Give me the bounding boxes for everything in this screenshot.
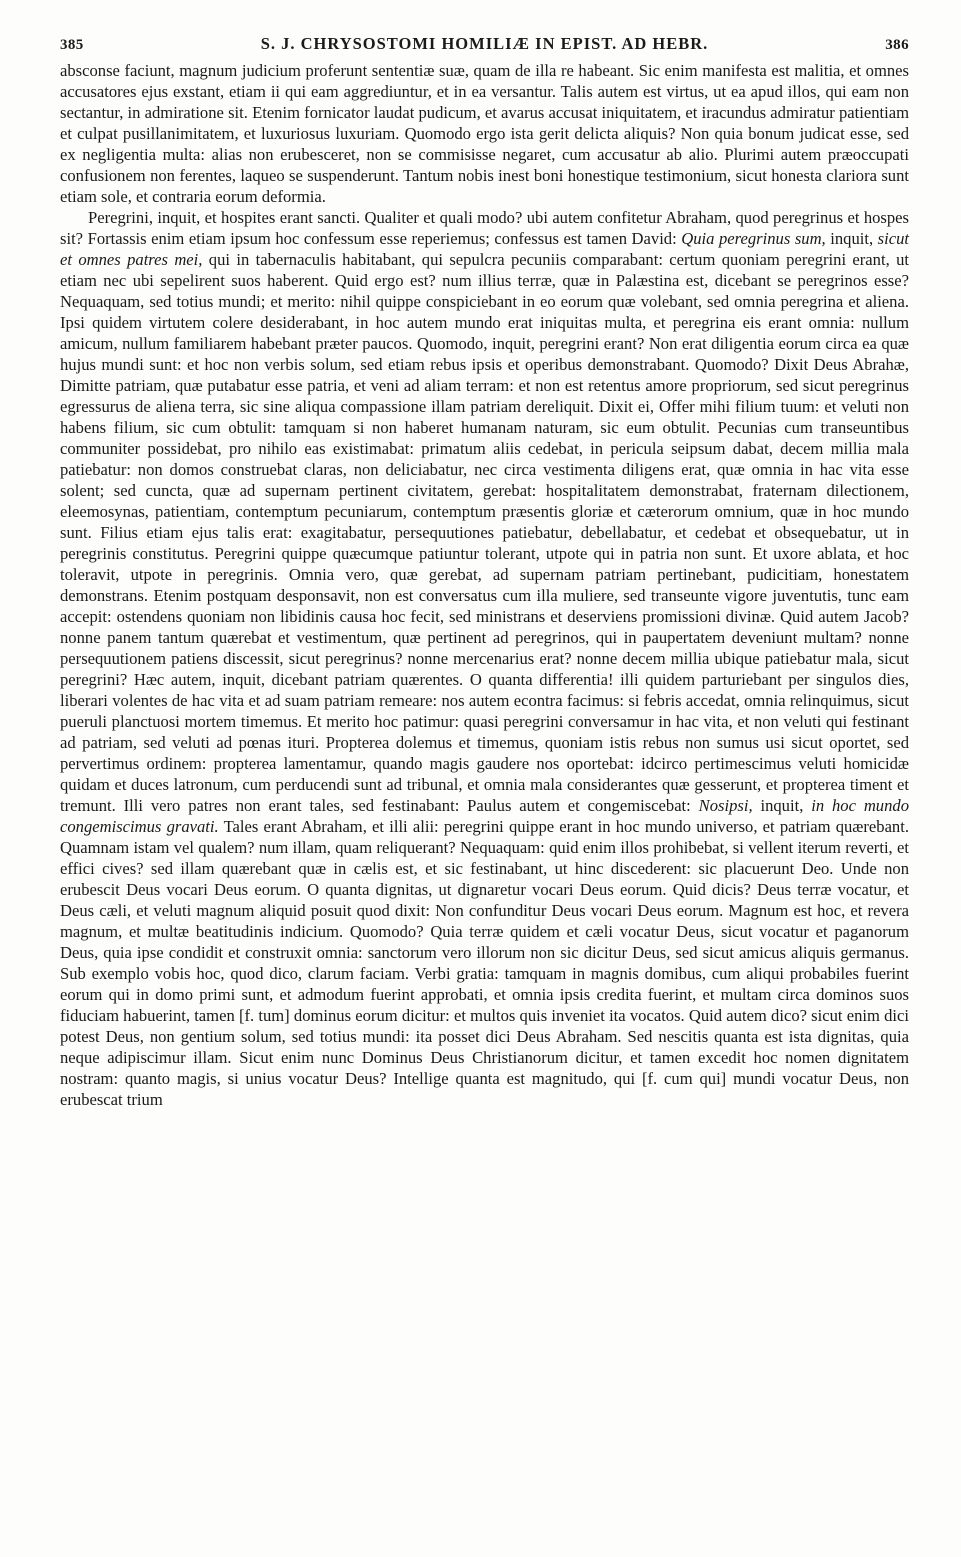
text-run: absconse faciunt, magnum judicium proferunt sententiæ suæ, quam de illa re habeant. Sic enim manifesta est malitia, et omnes accusatores ejus exstant, etiam ii qui eam aggrediuntur, et in ea versantur. Talis autem est virtus, ut ea apud illos, qui eam non sectantur, in admiratione sit. Etenim fornicator laudat pudicum, et avarus accusat iniquitatem, et iracundus admiratur patientiam et culpat pusillanimitatem, et luxuriosus luxuriam. Quomodo ergo ista gerit delicta aliquis? Non quia bonum judicat esse, sed ex negligentia multa: alias non erubesceret, non se commisisse negaret, cum accusatur ab alio. Plurimi autem præoccupati confusionem non ferentes, laqueo se suspenderunt. Tantum nobis inest boni honestique testimonium, sicut honesta clariora sunt etiam sole, et contraria eorum deformia. (60, 61, 909, 206)
running-head (60, 34, 909, 60)
paragraph (60, 60, 909, 207)
text-run: inquit, (752, 796, 812, 815)
quotation-italic: Nosipsi, (698, 796, 753, 815)
quotation-italic: sicut et omnes patres mei, (60, 229, 910, 269)
paragraph (60, 207, 909, 1110)
page-number-right: 386 (885, 37, 909, 53)
text-run: Peregrini, inquit, et hospites erant sancti. Qualiter et quali modo? ubi autem confitetur Abraham, quod peregrinus et hospes sit? Fortassis enim etiam ipsum hoc confessum esse reperiemus; confessus est tamen David: (60, 208, 909, 248)
running-title: S. J. CHRYSOSTOMI HOMILIÆ IN EPIST. AD HEBR. (260, 34, 709, 53)
quotation-italic: in hoc mundo congemiscimus gravati. (60, 796, 909, 836)
page-number-left: 385 (60, 37, 84, 53)
text-run: qui in tabernaculis habitabant, qui sepulcra pecuniis comparabant: certum quoniam peregrini erant, ut etiam nec ubi sepelirent suos haberent. Quid ergo est? num illius terræ, quæ in Palæstina est, dicebant se peregrinos esse? Nequaquam, sed totius mundi; et merito: nihil quippe conspiciebant in eo eorum quæ volebant, sed omnia peregrina et aliena. Ipsi quidem virtutem colere desiderabant, in hoc autem mundo erat iniquitas multa, et peregrina eis erant omnia: nullum amicum, nullum familiarem habebant præter paucos. Quomodo, inquit, peregrini erant? Non erat diligentia eorum circa ea quæ hujus mundi sunt: et hoc non verbis solum, sed etiam rebus ipsis et operibus demonstrabant. Quomodo? Dixit Deus Abrahæ, Dimitte patriam, quæ putabatur esse patria, et veni ad aliam terram: et non est retentus amore propriorum, sed sicut peregrinus egressurus de aliena terra, sic sine aliqua compassione illam patriam dereliquit. Dixit ei, Offer mihi filium tuum: et veluti non habens filium, sic cum obtulit: tamquam si non haberet humanam naturam, sic eum obtulit. Pecunias cum transeuntibus communiter possidebat, pro nihilo eas existimabat: primatum aliis cedebat, in pericula seipsum dabat, decem millia mala patiebatur: non domos construebat claras, non deliciabatur, nec circa vestimenta diligens erat, quæ omnia in hac vita esse solent; sed cuncta, quæ ad supernam pertinent civitatem, gerebat: hospitalitatem demonstrabat, fraternam dilectionem, eleemosynas, patientiam, contemptum pecuniarum, contemptum præsentis gloriæ et cæterorum omnium, quæ in hoc mundo sunt. Filius etiam ejus talis erat: exagitabatur, persequutiones patiebatur, debellabatur, et cedebat et obsequebatur, ut in peregrinis constitutus. Peregrini quippe quæcumque patiuntur tolerant, utpote qui in patria non sunt. Et uxore ablata, et hoc toleravit, utpote in peregrinis. Omnia vero, quæ gerebat, ad supernam patriam pertinebant, pudicitiam, honestatem demonstrans. Etenim postquam desponsavit, non est conversatus cum illa muliere, sed transeunte vigore juventutis, tunc eam accepit: ostendens quoniam non libidinis causa hoc fecit, sed ministrans et deserviens promissioni divinæ. Quid autem Jacob? nonne panem tantum quærebat et vestimentum, quæ pertinent ad peregrinos, qui in paupertatem deveniunt multam? nonne persequutionem patiens discessit, sicut peregrinus? nonne mercenarius erat? nonne decem millia ubique patiebatur mala, sicut peregrini? Hæc autem, inquit, dicebant patriam quærentes. O quanta differentia! illi quidem parturiebant per singulos dies, liberari volentes de hac vita et ad suam patriam remeare: nos autem econtra facimus: si febris accedat, omnia relinquimus, sicut pueruli planctuosi mortem timemus. Et merito hoc patimur: quasi peregrini conversamur in hac vita, et non veluti qui festinant ad patriam, sed veluti ad pœnas ituri. Propterea dolemus et timemus, quoniam istis rebus non sumus usi sicut oportet, sed pervertimus ordinem: propterea lamentamur, quando magis gaudere nos oportebat: idcirco pertimescimus veluti homicidæ quidam et duces latronum, cum perducendi sunt ad tribunal, et omnia mala considerantes quæ gesserunt, et propterea timent et tremunt. Illi vero patres non erant tales, sed festinabant: Paulus autem et congemiscebat: (60, 250, 910, 815)
text-run: inquit, (825, 229, 878, 248)
body-text (60, 60, 909, 1110)
quotation-italic: Quia peregrinus sum, (681, 229, 826, 248)
text-run: Tales erant Abraham, et illi alii: peregrini quippe erant in hoc mundo universo, et patriam quærebant. Quamnam istam vel qualem? num illam, quam reliquerant? Nequaquam: quid enim illos prohibebat, si vellent iterum reverti, et effici cives? sed illam quærebant quæ in cælis est, et sic festinabant, ut hinc discederent: sic placuerunt Deo. Unde non erubescit Deus vocari Deus eorum. O quanta dignitas, ut dignaretur vocari Deus eorum. Quid dicis? Deus terræ vocatur, et Deus cæli, et veluti magnum aliquid posuit quod dixit: Non confunditur Deus vocari Deus eorum. Magnum est hoc, et revera magnum, et multæ beatitudinis indicium. Quomodo? Quia terræ quidem et cæli vocatur Deus, sicut vocatur et paganorum Deus, quia ipse condidit et construxit omnia: sanctorum vero illorum non sic dicitur Deus, sed sicut amicus aliquis germanus. Sub exemplo vobis hoc, quod dico, clarum faciam. Verbi gratia: tamquam in magnis domibus, cum aliqui probabiles fuerint eorum qui in domo primi sunt, et admodum fuerint approbati, et omnia ipsis credita fuerint, et multam circa dominos suos fiduciam habuerint, tamen [f. tum] dominus eorum dicitur: et multos quis inveniet ita vocatos. Quid autem dico? sicut enim dici potest Deus, non gentium solum, sed totius mundi: ita posset dici Deus Abraham. Sed nescitis quanta est ista dignitas, quia neque adipiscimur illam. Sicut enim nunc Dominus Deus Christianorum dicitur, et tamen excedit hoc nomen dignitatem nostram: quanto magis, si unius vocatur Deus? Intellige quanta est magnitudo, qui [f. cum qui] mundi vocatur Deus, non erubescat trium (60, 817, 909, 1109)
